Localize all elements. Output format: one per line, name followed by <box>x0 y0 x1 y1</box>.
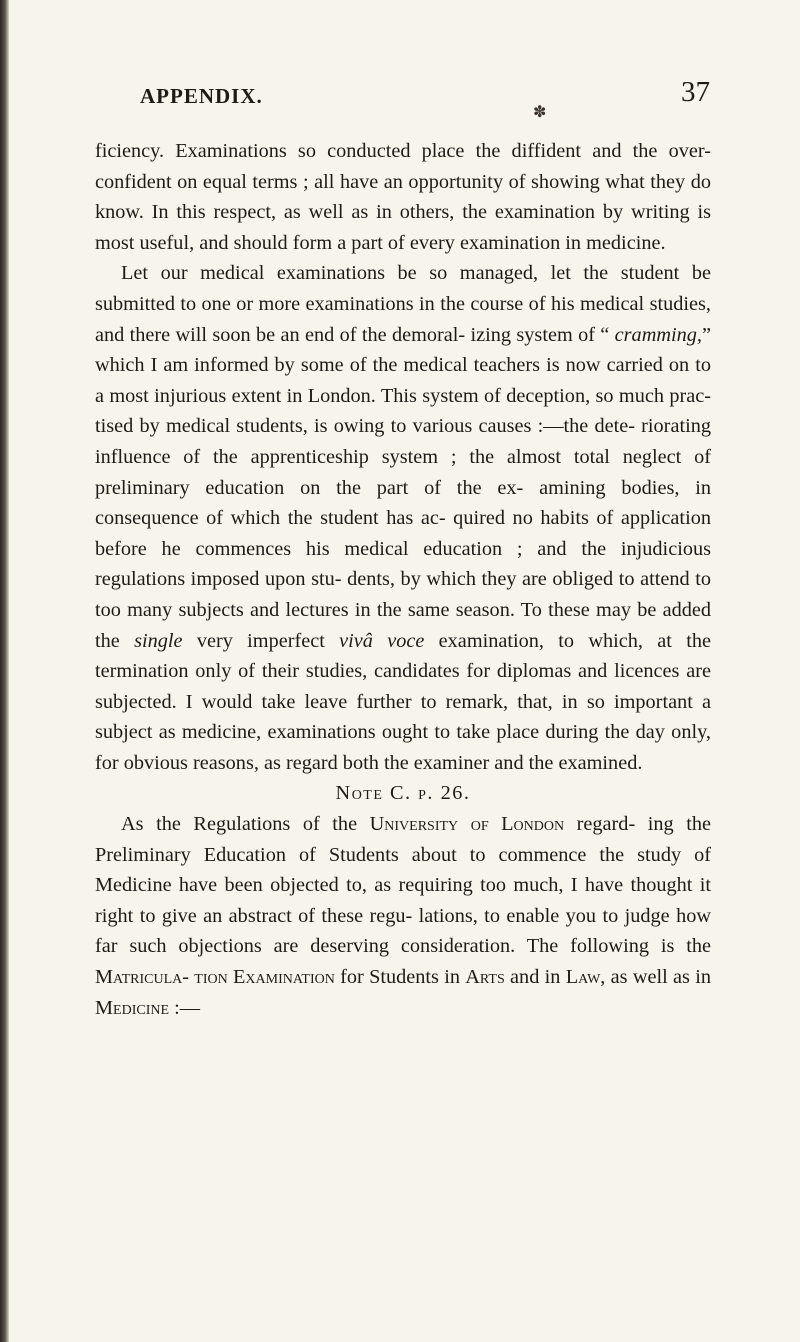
single-term: single <box>134 629 183 652</box>
paragraph-2-part-3: very imperfect <box>182 629 340 652</box>
paragraph-3-part-6: :— <box>169 996 201 1019</box>
paragraph-3-part-5: , as well as in <box>600 966 711 989</box>
ornament-icon: ✽ <box>533 104 547 121</box>
book-binding-edge <box>0 0 9 1342</box>
paragraph-3-part-1: As the Regulations of the <box>121 813 370 836</box>
paragraph-2-part-4: examination, to which, at the termination only of their studies, candidates for diplomas and licences are subjected. I would take leave further to remark, that, in so important a subject as medicine, examinations ought to take place during the day only, for obvious reasons, as regard both the examiner and the examined. <box>95 629 711 774</box>
running-head: APPENDIX. <box>140 84 263 108</box>
cramming-term: cramming, <box>614 323 702 346</box>
arts-term: Arts <box>465 966 505 989</box>
paragraph-1-text: ficiency. Examinations so conducted place the diffident and the over-confident on equal terms ; all have an opportunity of showing what they do know. In this respect, as well as in others, the examination by writing is most useful, and should form a part of every examination in medicine. <box>95 140 711 254</box>
page-body <box>95 136 711 1023</box>
paragraph-3-part-2: regard- ing the Preliminary Education of Students about to commence the study of Medicine have been objected to, as requiring too much, I have thought it right to give an abstract of these regu- lations, to enable you to judge how far such objections are deserving consideration. The following is the <box>95 813 711 958</box>
university-name: University of London <box>369 813 565 836</box>
paragraph-3 <box>95 809 711 1023</box>
note-heading <box>95 778 711 809</box>
page-header <box>140 76 710 124</box>
paragraph-3-part-4: and in <box>504 966 566 989</box>
paragraph-3-part-3: for Students in <box>334 966 466 989</box>
note-heading-text: Note C. p. 26. <box>335 782 471 805</box>
matriculation-term: Matricula- tion Examination <box>95 966 335 989</box>
paragraph-2 <box>95 258 711 778</box>
paragraph-2-part-1: Let our medical examinations be so managed, let the student be submitted to one or more examinations in the course of his medical studies, and there will soon be an end of the demoral- izing system of “ <box>95 262 711 346</box>
page-number: 37 <box>681 76 710 108</box>
law-term: Law <box>565 966 601 989</box>
viva-voce-term: vivâ voce <box>339 629 425 652</box>
medicine-term: Medicine <box>95 996 170 1019</box>
paragraph-2-part-2: ” which I am informed by some of the medical teachers is now carried on to a most injurious extent in London. This system of deception, so much prac- tised by medical students, is owing to various causes :—the dete- riorating influence of the apprenticeship system ; the almost total neglect of preliminary education on the part of the ex- amining bodies, in consequence of which the student has ac- quired no habits of application before he commences his medical education ; and the injudicious regulations imposed upon stu- dents, by which they are obliged to attend to too many subjects and lectures in the same season. To these may be added the <box>95 323 711 652</box>
paragraph-1 <box>95 136 711 258</box>
